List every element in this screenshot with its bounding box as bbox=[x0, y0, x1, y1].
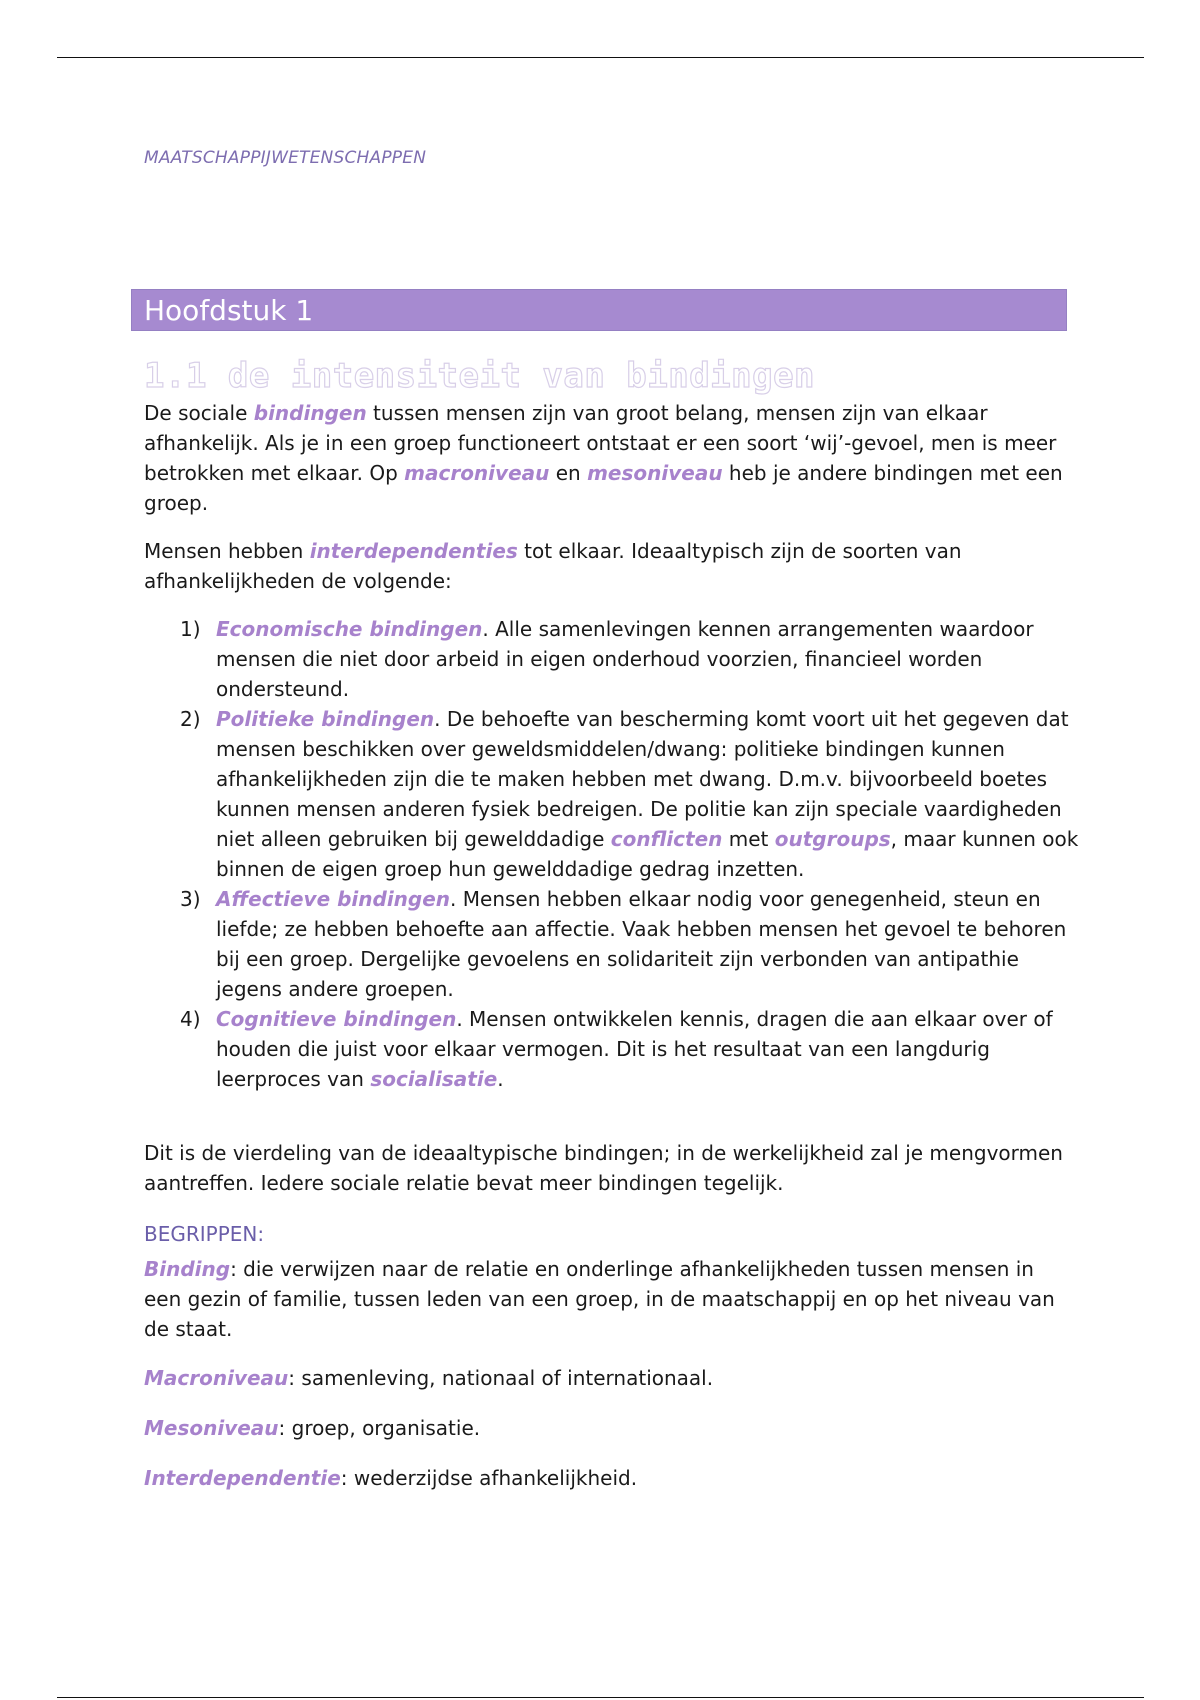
paragraph-vierdeling: Dit is de vierdeling van de ideaaltypische bindingen; in de werkelijkheid zal je mengvormen aantreffen. Iedere sociale relatie bevat meer bindingen tegelijk. bbox=[144, 1141, 1063, 1195]
term-macroniveau: macroniveau bbox=[404, 461, 550, 485]
begrippen-heading: BEGRIPPEN: bbox=[144, 1222, 265, 1246]
list-item: 1) Economische bindingen. Alle samenlevingen kennen arrangementen waardoor mensen die niet door arbeid in eigen onderhoud voorzien, financieel worden ondersteund. bbox=[180, 617, 1034, 701]
definition-macroniveau: Macroniveau: samenleving, nationaal of internationaal. bbox=[144, 1366, 714, 1390]
definition-mesoniveau: Mesoniveau: groep, organisatie. bbox=[144, 1416, 481, 1440]
bindingen-list bbox=[180, 614, 1080, 1094]
section-title: 1.1 de intensiteit van bindingen bbox=[144, 356, 816, 396]
paragraph-interdependenties: Mensen hebben interdependenties tot elkaar. Ideaaltypisch zijn de soorten van afhankelijkheden de volgende: bbox=[144, 539, 962, 593]
definition-interdependentie: Interdependentie: wederzijdse afhankelijkheid. bbox=[144, 1466, 638, 1490]
top-rule bbox=[57, 57, 1144, 58]
list-item: 3) Affectieve bindingen. Mensen hebben elkaar nodig voor genegenheid, steun en liefde; ze hebben behoefte aan affectie. Vaak hebben mensen het gevoel te behoren bij een groep. Dergelijke gevoelens en solidariteit zijn verbonden van antipathie jegens andere groepen. bbox=[180, 887, 1067, 1001]
term-interdependenties: interdependenties bbox=[309, 539, 518, 563]
bottom-rule bbox=[57, 1697, 1144, 1698]
running-header: MAATSCHAPPIJWETENSCHAPPEN bbox=[144, 148, 427, 168]
list-item: 4) Cognitieve bindingen. Mensen ontwikkelen kennis, dragen die aan elkaar over of houden die juist voor elkaar vermogen. Dit is het resultaat van een langdurig leerproces van socialisatie. bbox=[180, 1007, 1053, 1091]
definition-binding: Binding: die verwijzen naar de relatie en onderlinge afhankelijkheden tussen mensen in een gezin of familie, tussen leden van een groep, in de maatschappij en op het niveau van de staat. bbox=[144, 1257, 1055, 1341]
paragraph-intro: De sociale bindingen tussen mensen zijn van groot belang, mensen zijn van elkaar afhankelijk. Als je in een groep functioneert ontstaat er een soort ‘wij’-gevoel, men is meer betrokken met elkaar. Op macroniveau en mesoniveau heb je andere bindingen met een groep. bbox=[144, 401, 1063, 515]
list-item: 2) Politieke bindingen. De behoefte van bescherming komt voort uit het gegeven dat mensen beschikken over geweldsmiddelen/dwang: politieke bindingen kunnen afhankelijkheden zijn die te maken hebben met dwang. D.m.v. bijvoorbeeld boetes kunnen mensen anderen fysiek bedreigen. De politie kan zijn speciale vaardigheden niet alleen gebruiken bij gewelddadige conflicten met outgroups, maar kunnen ook binnen de eigen groep hun gewelddadige gedrag inzetten. bbox=[180, 707, 1079, 881]
term-bindingen: bindingen bbox=[253, 401, 367, 425]
chapter-title: Hoofdstuk 1 bbox=[131, 289, 1067, 331]
term-mesoniveau: mesoniveau bbox=[587, 461, 723, 485]
